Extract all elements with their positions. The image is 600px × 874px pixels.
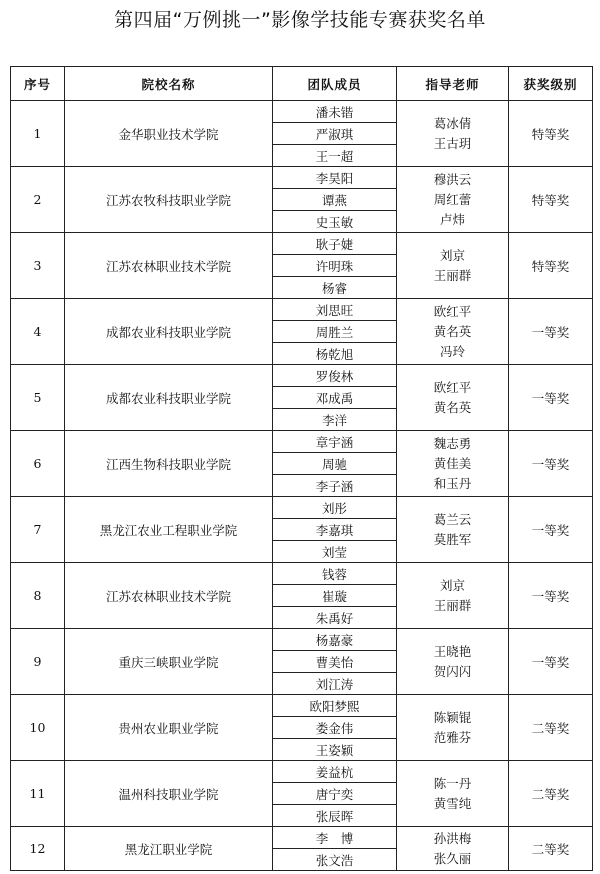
award-table (10, 66, 593, 871)
team-member: 许明珠 (273, 255, 397, 277)
team-member: 张文浩 (273, 849, 397, 871)
advisor-cell (397, 695, 509, 761)
page-title: 第四届“万例挑一”影像学技能专赛获奖名单 (114, 9, 486, 31)
school-name: 贵州农业职业学院 (65, 695, 273, 761)
team-member: 谭燕 (273, 189, 397, 211)
team-member: 史玉敏 (273, 211, 397, 233)
school-name: 成都农业科技职业学院 (65, 365, 273, 431)
team-member: 杨乾旭 (273, 343, 397, 365)
advisor-name: 卢炜 (439, 211, 465, 227)
row-number: 8 (11, 563, 65, 629)
award-level: 一等奖 (509, 497, 593, 563)
table-row (11, 761, 593, 783)
advisor-cell (397, 497, 509, 563)
team-member: 曹美怡 (273, 651, 397, 673)
advisor-cell (397, 101, 509, 167)
advisor-cell (397, 233, 509, 299)
team-member: 刘莹 (273, 541, 397, 563)
team-member: 刘江涛 (273, 673, 397, 695)
award-level: 二等奖 (509, 695, 593, 761)
table-row (11, 365, 593, 387)
row-number: 11 (11, 761, 65, 827)
advisor-name: 王丽群 (433, 597, 472, 613)
award-level: 特等奖 (509, 167, 593, 233)
team-member: 潘未锴 (273, 101, 397, 123)
team-member: 张辰晖 (273, 805, 397, 827)
header-no: 序号 (11, 67, 65, 101)
table-row (11, 101, 593, 123)
team-member: 崔璇 (273, 585, 397, 607)
award-level: 一等奖 (509, 563, 593, 629)
award-level: 特等奖 (509, 233, 593, 299)
team-member: 姜益杭 (273, 761, 397, 783)
team-member: 邓成禹 (273, 387, 397, 409)
advisor-cell (397, 563, 509, 629)
advisor-cell (397, 761, 509, 827)
advisor-name: 欧红平 (433, 303, 472, 319)
school-name: 江西生物科技职业学院 (65, 431, 273, 497)
table-row (11, 695, 593, 717)
row-number: 3 (11, 233, 65, 299)
award-level: 二等奖 (509, 761, 593, 827)
advisor-name: 孙洪梅 (433, 830, 472, 846)
row-number: 1 (11, 101, 65, 167)
award-level: 一等奖 (509, 365, 593, 431)
table-header-row (11, 67, 593, 101)
row-number: 4 (11, 299, 65, 365)
award-level: 一等奖 (509, 629, 593, 695)
advisor-name: 黄名英 (433, 399, 472, 415)
team-member: 娄金伟 (273, 717, 397, 739)
advisor-name: 莫胜军 (433, 531, 472, 547)
team-member: 李子涵 (273, 475, 397, 497)
advisor-name: 黄佳美 (433, 455, 472, 471)
team-member: 李昊阳 (273, 167, 397, 189)
school-name: 黑龙江职业学院 (65, 827, 273, 871)
row-number: 2 (11, 167, 65, 233)
team-member: 王一超 (273, 145, 397, 167)
advisor-cell (397, 629, 509, 695)
team-member: 刘思旺 (273, 299, 397, 321)
team-member: 李洋 (273, 409, 397, 431)
advisor-cell (397, 431, 509, 497)
advisor-name: 穆洪云 (433, 171, 472, 187)
team-member: 杨嘉豪 (273, 629, 397, 651)
advisor-name: 刘京 (439, 577, 465, 593)
school-name: 江苏农牧科技职业学院 (65, 167, 273, 233)
row-number: 10 (11, 695, 65, 761)
award-level: 一等奖 (509, 299, 593, 365)
advisor-name: 葛兰云 (433, 511, 472, 527)
team-member: 钱蓉 (273, 563, 397, 585)
table-row (11, 431, 593, 453)
award-level: 二等奖 (509, 827, 593, 871)
school-name: 成都农业科技职业学院 (65, 299, 273, 365)
team-member: 李嘉琪 (273, 519, 397, 541)
header-school: 院校名称 (65, 67, 273, 101)
advisor-cell (397, 827, 509, 871)
school-name: 温州科技职业学院 (65, 761, 273, 827)
advisor-name: 王晓艳 (433, 643, 472, 659)
team-member: 章宇涵 (273, 431, 397, 453)
advisor-name: 贺闪闪 (433, 663, 472, 679)
team-member: 唐宁奕 (273, 783, 397, 805)
advisor-cell (397, 365, 509, 431)
team-member: 刘彤 (273, 497, 397, 519)
advisor-name: 葛冰倩 (433, 115, 472, 131)
school-name: 重庆三峡职业学院 (65, 629, 273, 695)
row-number: 12 (11, 827, 65, 871)
team-member: 欧阳梦熙 (273, 695, 397, 717)
row-number: 7 (11, 497, 65, 563)
advisor-name: 魏志勇 (433, 435, 472, 451)
team-member: 杨睿 (273, 277, 397, 299)
advisor-name: 陈一丹 (433, 775, 472, 791)
team-member: 严淑琪 (273, 123, 397, 145)
advisor-name: 张久丽 (433, 850, 472, 866)
row-number: 6 (11, 431, 65, 497)
school-name: 江苏农林职业技术学院 (65, 233, 273, 299)
advisor-name: 冯玲 (439, 343, 465, 359)
advisor-name: 刘京 (439, 247, 465, 263)
advisor-name: 欧红平 (433, 379, 472, 395)
table-row (11, 497, 593, 519)
team-member: 王姿颖 (273, 739, 397, 761)
advisor-name: 黄名英 (433, 323, 472, 339)
school-name: 江苏农林职业技术学院 (65, 563, 273, 629)
team-member: 朱禹好 (273, 607, 397, 629)
header-teachers: 指导老师 (397, 67, 509, 101)
team-member: 罗俊林 (273, 365, 397, 387)
table-row (11, 827, 593, 849)
table-body (11, 101, 593, 871)
school-name: 黑龙江农业工程职业学院 (65, 497, 273, 563)
advisor-name: 范雅芬 (433, 729, 472, 745)
team-member: 耿子婕 (273, 233, 397, 255)
row-number: 5 (11, 365, 65, 431)
table-row (11, 629, 593, 651)
advisor-name: 王丽群 (433, 267, 472, 283)
table-row (11, 563, 593, 585)
table-row (11, 233, 593, 255)
table-row (11, 299, 593, 321)
team-member: 李 博 (273, 827, 397, 849)
header-award: 获奖级别 (509, 67, 593, 101)
award-level: 特等奖 (509, 101, 593, 167)
advisor-cell (397, 299, 509, 365)
row-number: 9 (11, 629, 65, 695)
school-name: 金华职业技术学院 (65, 101, 273, 167)
advisor-name: 王古玥 (433, 135, 472, 151)
advisor-cell (397, 167, 509, 233)
advisor-name: 和玉丹 (433, 475, 472, 491)
award-level: 一等奖 (509, 431, 593, 497)
header-members: 团队成员 (273, 67, 397, 101)
advisor-name: 黄雪纯 (433, 795, 472, 811)
table-row (11, 167, 593, 189)
team-member: 周胜兰 (273, 321, 397, 343)
advisor-name: 陈颖锟 (433, 709, 472, 725)
team-member: 周驰 (273, 453, 397, 475)
advisor-name: 周红蕾 (433, 191, 472, 207)
